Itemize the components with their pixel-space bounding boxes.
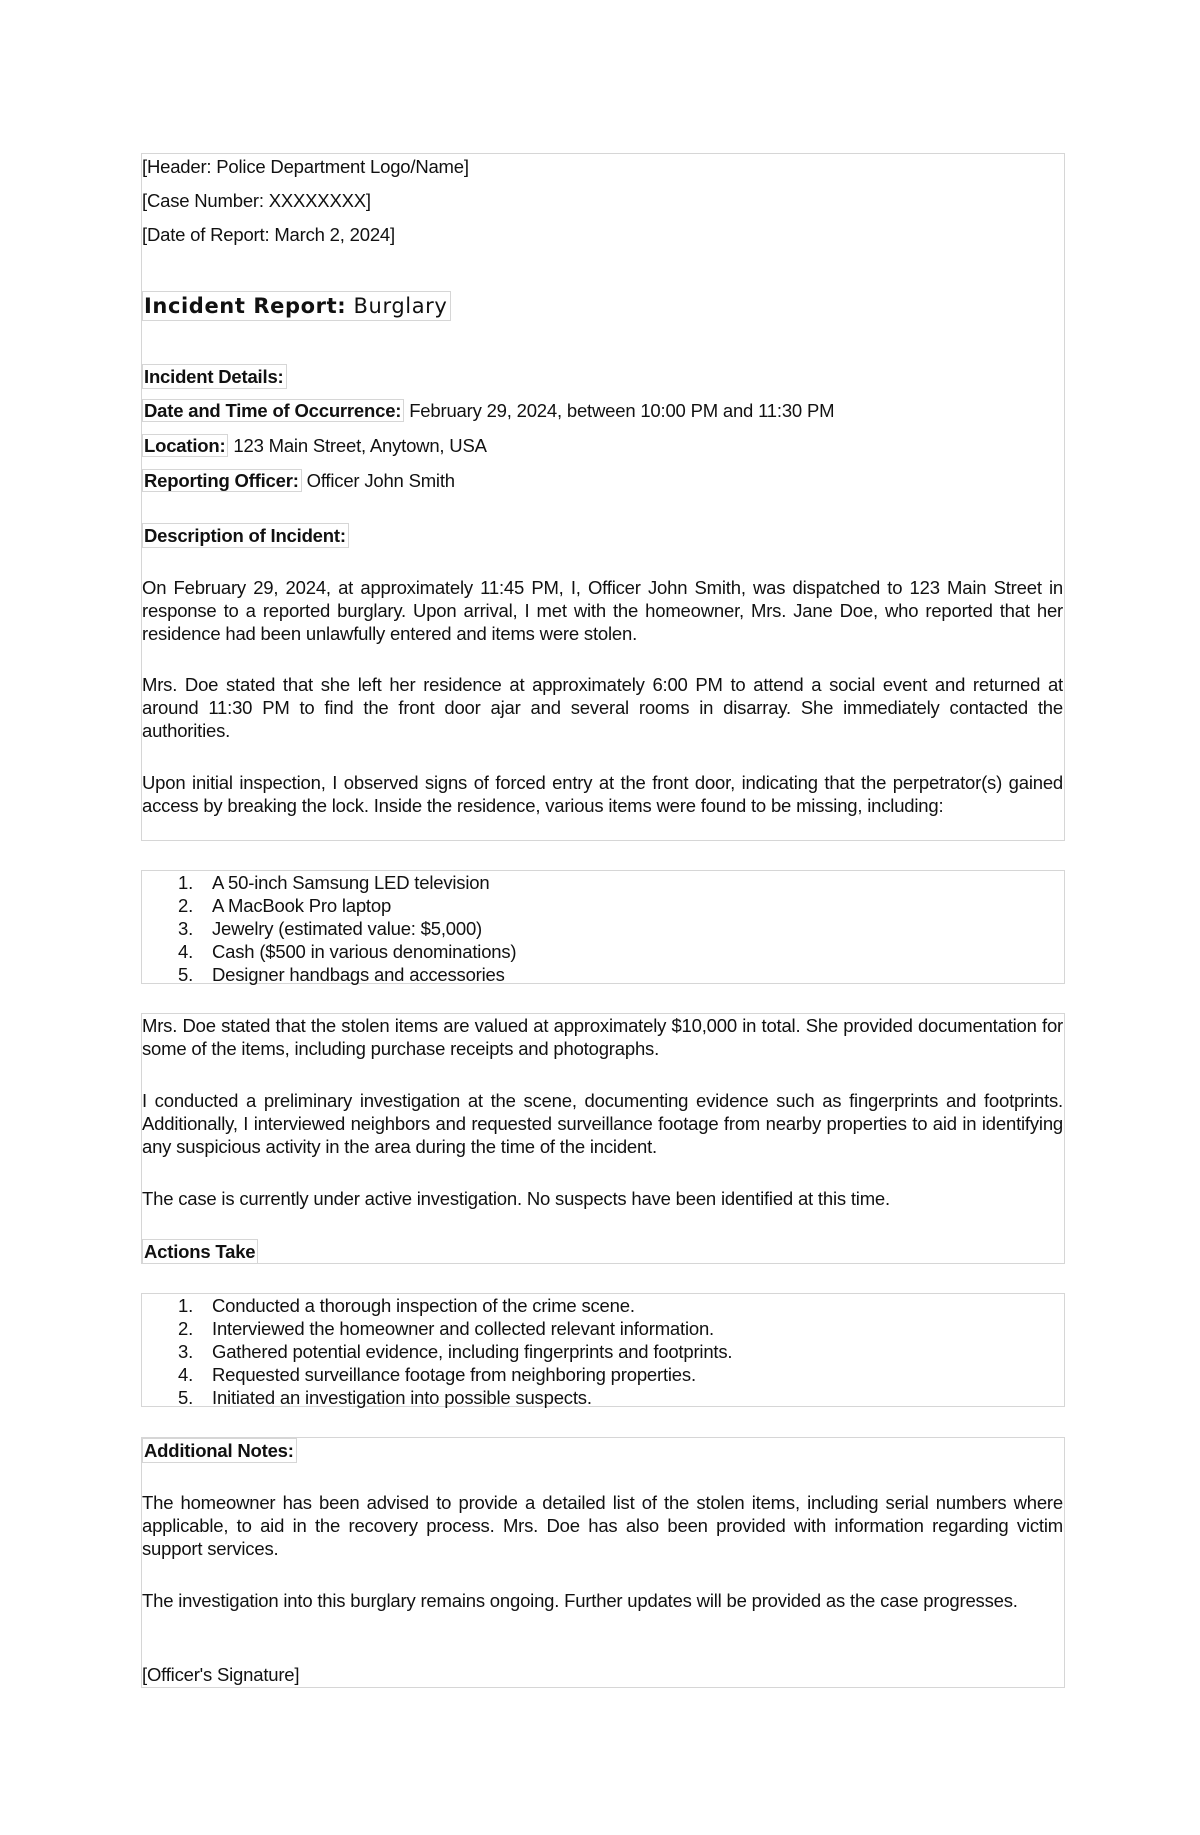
stolen-items-list [168, 871, 516, 986]
location-value: 123 Main Street, Anytown, USA [233, 435, 487, 456]
list-item [168, 871, 516, 894]
list-number: 4. [178, 1364, 194, 1385]
list-item-text: Initiated an investigation into possible suspects. [212, 1387, 592, 1408]
date-time-label: Date and Time of Occurrence: [142, 399, 404, 422]
list-item-text: Conducted a thorough inspection of the crime scene. [212, 1295, 635, 1316]
list-number: 2. [178, 895, 194, 916]
title-type: Burglary [353, 294, 448, 318]
notes-paragraph: The investigation into this burglary remains ongoing. Further updates will be provided as the case progresses. [142, 1590, 1018, 1611]
officer-signature-placeholder: [Officer's Signature] [142, 1664, 300, 1685]
list-item [168, 940, 516, 963]
description-paragraph: Upon initial inspection, I observed signs of forced entry at the front door, indicating that the perpetrator(s) gained access by breaking the lock. Inside the residence, various items were found to be missing, including: [142, 772, 1063, 816]
report-date: [Date of Report: March 2, 2024] [142, 224, 395, 245]
description-heading: Description of Incident: [142, 523, 349, 548]
list-item [168, 963, 516, 986]
list-item [168, 917, 516, 940]
investigation-paragraph: I conducted a preliminary investigation at the scene, documenting evidence such as fingerprints and footprints. Additionally, I interviewed neighbors and requested surveillance footage from nearby properties to aid in identifying any suspicious activity in the area during the time of the incident. [142, 1090, 1063, 1157]
list-item [168, 1363, 732, 1386]
case-number: [Case Number: XXXXXXXX] [142, 190, 371, 211]
list-item-text: Designer handbags and accessories [212, 964, 505, 985]
list-number: 3. [178, 1341, 194, 1362]
list-number: 4. [178, 941, 194, 962]
list-item-text: Jewelry (estimated value: $5,000) [212, 918, 483, 939]
description-paragraph: On February 29, 2024, at approximately 11:45 PM, I, Officer John Smith, was dispatched to 123 Main Street in response to a reported burglary. Upon arrival, I met with the homeowner, Mrs. Jane Doe, who reported that her residence had been unlawfully entered and items were stolen. [142, 577, 1063, 644]
page-title [142, 291, 451, 321]
list-item-text: Requested surveillance footage from neighboring properties. [212, 1364, 696, 1385]
list-item [168, 1317, 732, 1340]
list-item-text: Cash ($500 in various denominations) [212, 941, 517, 962]
list-number: 1. [178, 872, 194, 893]
list-number: 5. [178, 964, 194, 985]
officer-label: Reporting Officer: [142, 469, 302, 492]
officer-value: Officer John Smith [306, 470, 455, 491]
actions-list [168, 1294, 732, 1409]
location-row [142, 434, 487, 457]
list-item [168, 1340, 732, 1363]
additional-notes-heading: Additional Notes: [142, 1438, 297, 1463]
description-paragraph: Mrs. Doe stated that she left her residence at approximately 6:00 PM to attend a social event and returned at around 11:30 PM to find the front door ajar and several rooms in disarray. She immediately contacted the authorities. [142, 674, 1063, 741]
location-label: Location: [142, 434, 228, 457]
section-box-notes [141, 1437, 1065, 1688]
list-item-text: A 50-inch Samsung LED television [212, 872, 490, 893]
list-number: 1. [178, 1295, 194, 1316]
list-item-text: Interviewed the homeowner and collected relevant information. [212, 1318, 714, 1339]
incident-details-heading: Incident Details: [142, 364, 287, 389]
list-number: 2. [178, 1318, 194, 1339]
notes-paragraph: The homeowner has been advised to provide a detailed list of the stolen items, including serial numbers where applicable, to aid in the recovery process. Mrs. Doe has also been provided with information regarding victim support services. [142, 1492, 1063, 1559]
date-time-value: February 29, 2024, between 10:00 PM and 11:30 PM [409, 400, 835, 421]
date-time-row [142, 399, 834, 422]
list-item-text: A MacBook Pro laptop [212, 895, 392, 916]
officer-row [142, 469, 455, 492]
list-number: 3. [178, 918, 194, 939]
list-item [168, 1294, 732, 1317]
list-number: 5. [178, 1387, 194, 1408]
list-item-text: Gathered potential evidence, including fingerprints and footprints. [212, 1341, 733, 1362]
list-item [168, 1386, 732, 1409]
investigation-paragraph: Mrs. Doe stated that the stolen items are valued at approximately $10,000 in total. She provided documentation for some of the items, including purchase receipts and photographs. [142, 1015, 1063, 1059]
header-logo-placeholder: [Header: Police Department Logo/Name] [142, 156, 469, 177]
list-item [168, 894, 516, 917]
actions-heading: Actions Take [142, 1239, 258, 1264]
investigation-paragraph: The case is currently under active investigation. No suspects have been identified at this time. [142, 1188, 890, 1209]
title-label: Incident Report: [144, 294, 347, 318]
